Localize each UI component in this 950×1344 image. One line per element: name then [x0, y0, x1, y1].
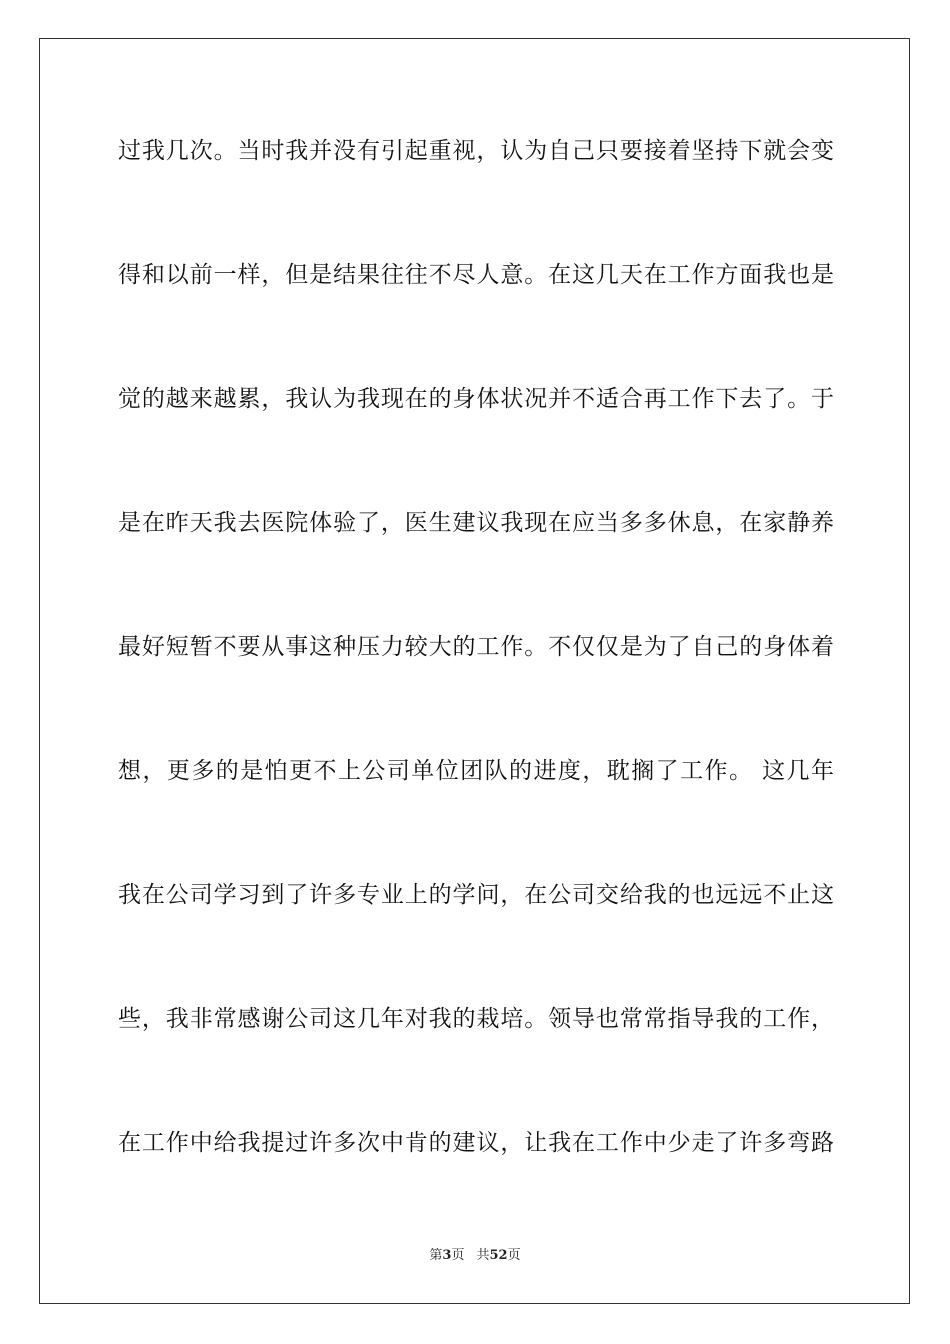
text-line-3: 觉的越来越累，我认为我现在的身体状况并不适合再工作下去了。于: [118, 386, 834, 412]
text-line-1: 过我几次。当时我并没有引起重视，认为自己只要接着坚持下就会变: [118, 138, 834, 164]
text-line-4: 是在昨天我去医院体验了，医生建议我现在应当多多休息，在家静养: [118, 510, 834, 536]
footer-page-suffix: 页: [451, 1248, 465, 1263]
page-footer: [0, 1244, 950, 1263]
text-line-6: 想，更多的是怕更不上公司单位团队的进度，耽搁了工作。 这几年: [118, 758, 834, 784]
footer-page-number: 3: [442, 1248, 452, 1263]
text-line-7: 我在公司学习到了许多专业上的学问，在公司交给我的也远远不止这: [118, 882, 834, 908]
text-line-9: 在工作中给我提过许多次中肯的建议，让我在工作中少走了许多弯路: [118, 1130, 834, 1156]
footer-total-prefix: 共: [476, 1248, 490, 1263]
text-line-8: 些，我非常感谢公司这几年对我的栽培。领导也常常指导我的工作，: [118, 1006, 834, 1032]
text-line-2: 得和以前一样，但是结果往往不尽人意。在这几天在工作方面我也是: [118, 262, 834, 288]
footer-total-suffix: 页: [507, 1248, 521, 1263]
footer-total-pages: 52: [489, 1248, 508, 1263]
footer-page-prefix: 第: [429, 1248, 443, 1263]
page-border: [39, 38, 910, 1304]
text-line-5: 最好短暂不要从事这种压力较大的工作。不仅仅是为了自己的身体着: [118, 634, 834, 660]
